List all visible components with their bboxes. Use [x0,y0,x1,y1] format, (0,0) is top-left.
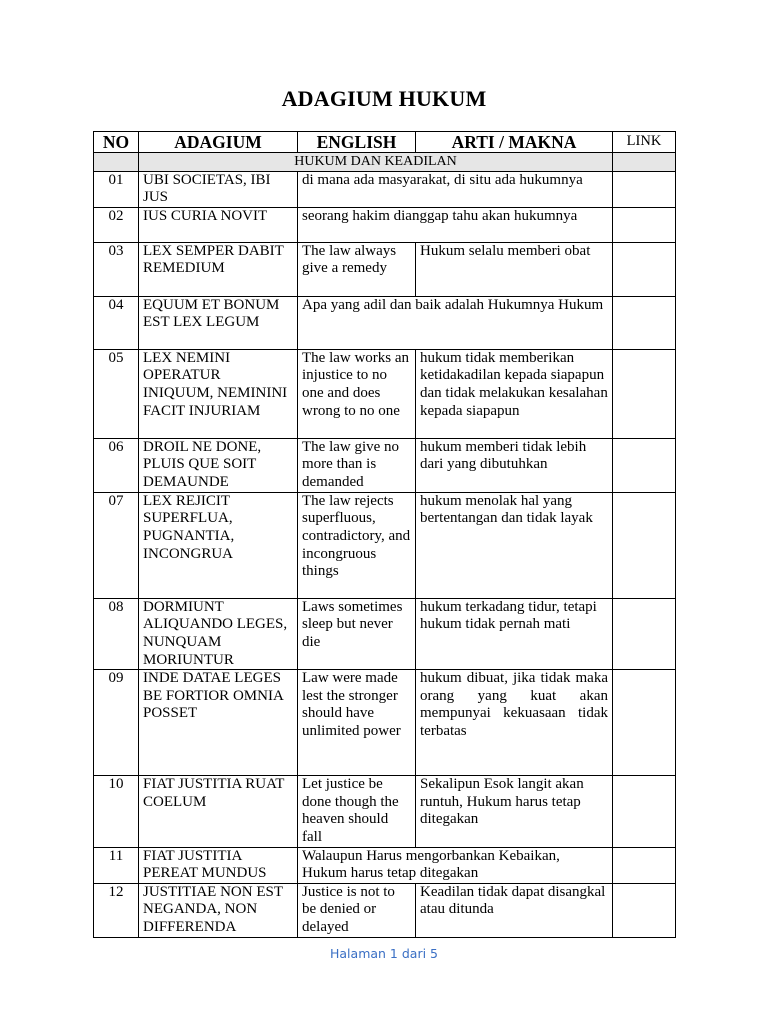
table-row [94,207,676,242]
page-number-footer: Halaman 1 dari 5 [330,946,438,961]
arti-cell: hukum memberi tidak lebih dari yang dibutuhkan [416,438,613,492]
row-number: 08 [94,598,139,669]
row-number: 09 [94,670,139,776]
table-row [94,242,676,296]
adagium-cell: EQUUM ET BONUM EST LEX LEGUM [139,296,298,349]
table-row [94,670,676,776]
section-link-cell [613,153,676,172]
arti-cell: hukum dibuat, jika tidak maka orang yang kuat akan mempunyai kekuasaan tidak terbatas [416,670,613,776]
arti-cell: Sekalipun Esok langit akan runtuh, Hukum harus tetap ditegakan [416,776,613,847]
section-title: HUKUM DAN KEADILAN [139,153,613,172]
arti-cell: hukum menolak hal yang bertentangan dan tidak layak [416,492,613,598]
link-cell[interactable] [613,492,676,598]
header-row [94,132,676,153]
table-row [94,776,676,847]
table-row [94,296,676,349]
adagium-cell: JUSTITIAE NON EST NEGANDA, NON DIFFERENDA [139,883,298,937]
adagium-table [93,131,676,938]
link-cell[interactable] [613,349,676,438]
table-row [94,349,676,438]
table-row [94,492,676,598]
row-number: 11 [94,847,139,883]
adagium-cell: INDE DATAE LEGES BE FORTIOR OMNIA POSSET [139,670,298,776]
arti-cell: Hukum selalu memberi obat [416,242,613,296]
section-no-cell [94,153,139,172]
adagium-cell: FIAT JUSTITIA RUAT COELUM [139,776,298,847]
english-cell: The law give no more than is demanded [298,438,416,492]
header-arti: ARTI / MAKNA [416,132,613,153]
arti-cell: Walaupun Harus mengorbankan Kebaikan, Hukum harus tetap ditegakan [298,847,613,883]
arti-cell: Keadilan tidak dapat disangkal atau ditunda [416,883,613,937]
arti-cell: hukum tidak memberikan ketidakadilan kepada siapapun dan tidak melakukan kesalahan kepada siapapun [416,349,613,438]
link-cell[interactable] [613,883,676,937]
header-no: NO [94,132,139,153]
document-title: ADAGIUM HUKUM [281,86,487,111]
table-row [94,171,676,207]
row-number: 05 [94,349,139,438]
adagium-cell: LEX SEMPER DABIT REMEDIUM [139,242,298,296]
link-cell[interactable] [613,207,676,242]
table-row [94,438,676,492]
adagium-cell: FIAT JUSTITIA PEREAT MUNDUS [139,847,298,883]
row-number: 03 [94,242,139,296]
section-row [94,153,676,172]
row-number: 01 [94,171,139,207]
row-number: 06 [94,438,139,492]
link-cell[interactable] [613,242,676,296]
header-link: LINK [613,132,676,153]
link-cell[interactable] [613,598,676,669]
arti-cell: Apa yang adil dan baik adalah Hukumnya Hukum [298,296,613,349]
link-cell[interactable] [613,670,676,776]
english-cell: Laws sometimes sleep but never die [298,598,416,669]
link-cell[interactable] [613,847,676,883]
table-row [94,598,676,669]
arti-cell: di mana ada masyarakat, di situ ada hukumnya [298,171,613,207]
adagium-cell: DROIL NE DONE, PLUIS QUE SOIT DEMAUNDE [139,438,298,492]
header-english: ENGLISH [298,132,416,153]
english-cell: Law were made lest the stronger should have unlimited power [298,670,416,776]
table-row [94,883,676,937]
adagium-cell: LEX REJICIT SUPERFLUA, PUGNANTIA, INCONGRUA [139,492,298,598]
adagium-cell: IUS CURIA NOVIT [139,207,298,242]
link-cell[interactable] [613,438,676,492]
row-number: 10 [94,776,139,847]
link-cell[interactable] [613,171,676,207]
arti-cell: seorang hakim dianggap tahu akan hukumnya [298,207,613,242]
arti-cell: hukum terkadang tidur, tetapi hukum tidak pernah mati [416,598,613,669]
row-number: 04 [94,296,139,349]
row-number: 07 [94,492,139,598]
link-cell[interactable] [613,296,676,349]
english-cell: The law works an injustice to no one and does wrong to no one [298,349,416,438]
row-number: 02 [94,207,139,242]
adagium-cell: DORMIUNT ALIQUANDO LEGES, NUNQUAM MORIUNTUR [139,598,298,669]
header-adagium: ADAGIUM [139,132,298,153]
adagium-cell: LEX NEMINI OPERATUR INIQUUM, NEMININI FACIT INJURIAM [139,349,298,438]
link-cell[interactable] [613,776,676,847]
english-cell: The law rejects superfluous, contradictory, and incongruous things [298,492,416,598]
row-number: 12 [94,883,139,937]
table-row [94,847,676,883]
english-cell: Justice is not to be denied or delayed [298,883,416,937]
english-cell: Let justice be done though the heaven should fall [298,776,416,847]
adagium-cell: UBI SOCIETAS, IBI JUS [139,171,298,207]
english-cell: The law always give a remedy [298,242,416,296]
